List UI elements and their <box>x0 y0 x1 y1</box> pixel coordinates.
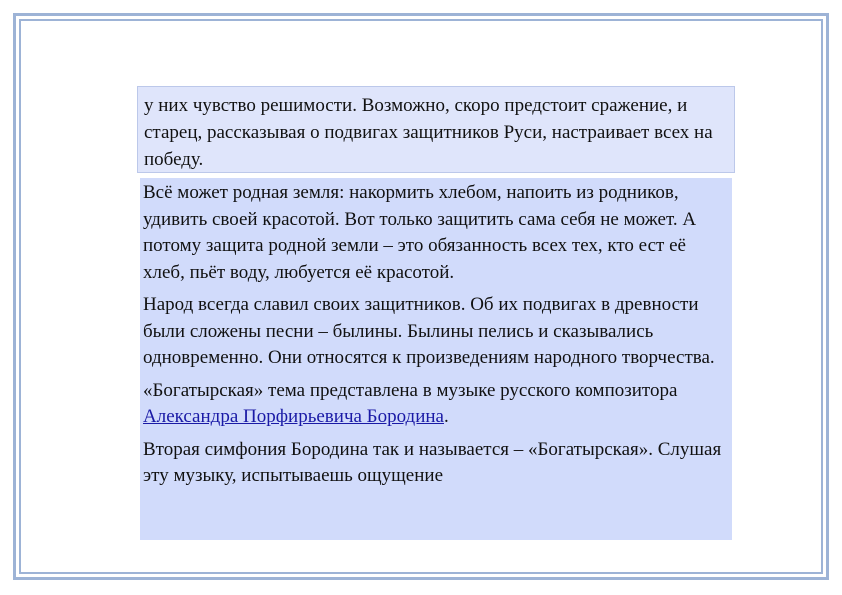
paragraph-bylinas: Народ всегда славил своих защитников. Об их подвигах в древности были сложены песни – былины. Былины пелись и сказывались одновременно. Они относятся к произведениям народного творчества. <box>143 294 715 368</box>
paragraph-symphony: Вторая симфония Бородина так и называется – «Богатырская». Слушая эту музыку, испытываешь ощущение <box>143 438 722 486</box>
main-text-box <box>140 178 732 540</box>
composer-text-before: «Богатырская» тема представлена в музыке русского композитора <box>143 379 678 401</box>
intro-text-box <box>137 86 735 173</box>
paragraph-composer <box>143 378 728 431</box>
intro-paragraph: у них чувство решимости. Возможно, скоро предстоит сражение, и старец, рассказывая о подвигах защитников Руси, настраивает всех на победу. <box>144 95 713 170</box>
paragraph-native-land: Всё может родная земля: накормить хлебом, напоить из родников, удивить своей красотой. Вот только защитить сама себя не может. А потому защита родной земли – это обязанность всех тех, кто ест её хлеб, пьёт воду, любуется её красотой. <box>143 182 697 283</box>
composer-link[interactable]: Александра Порфирьевича Бородина <box>143 406 444 427</box>
composer-text-after: . <box>444 406 449 427</box>
